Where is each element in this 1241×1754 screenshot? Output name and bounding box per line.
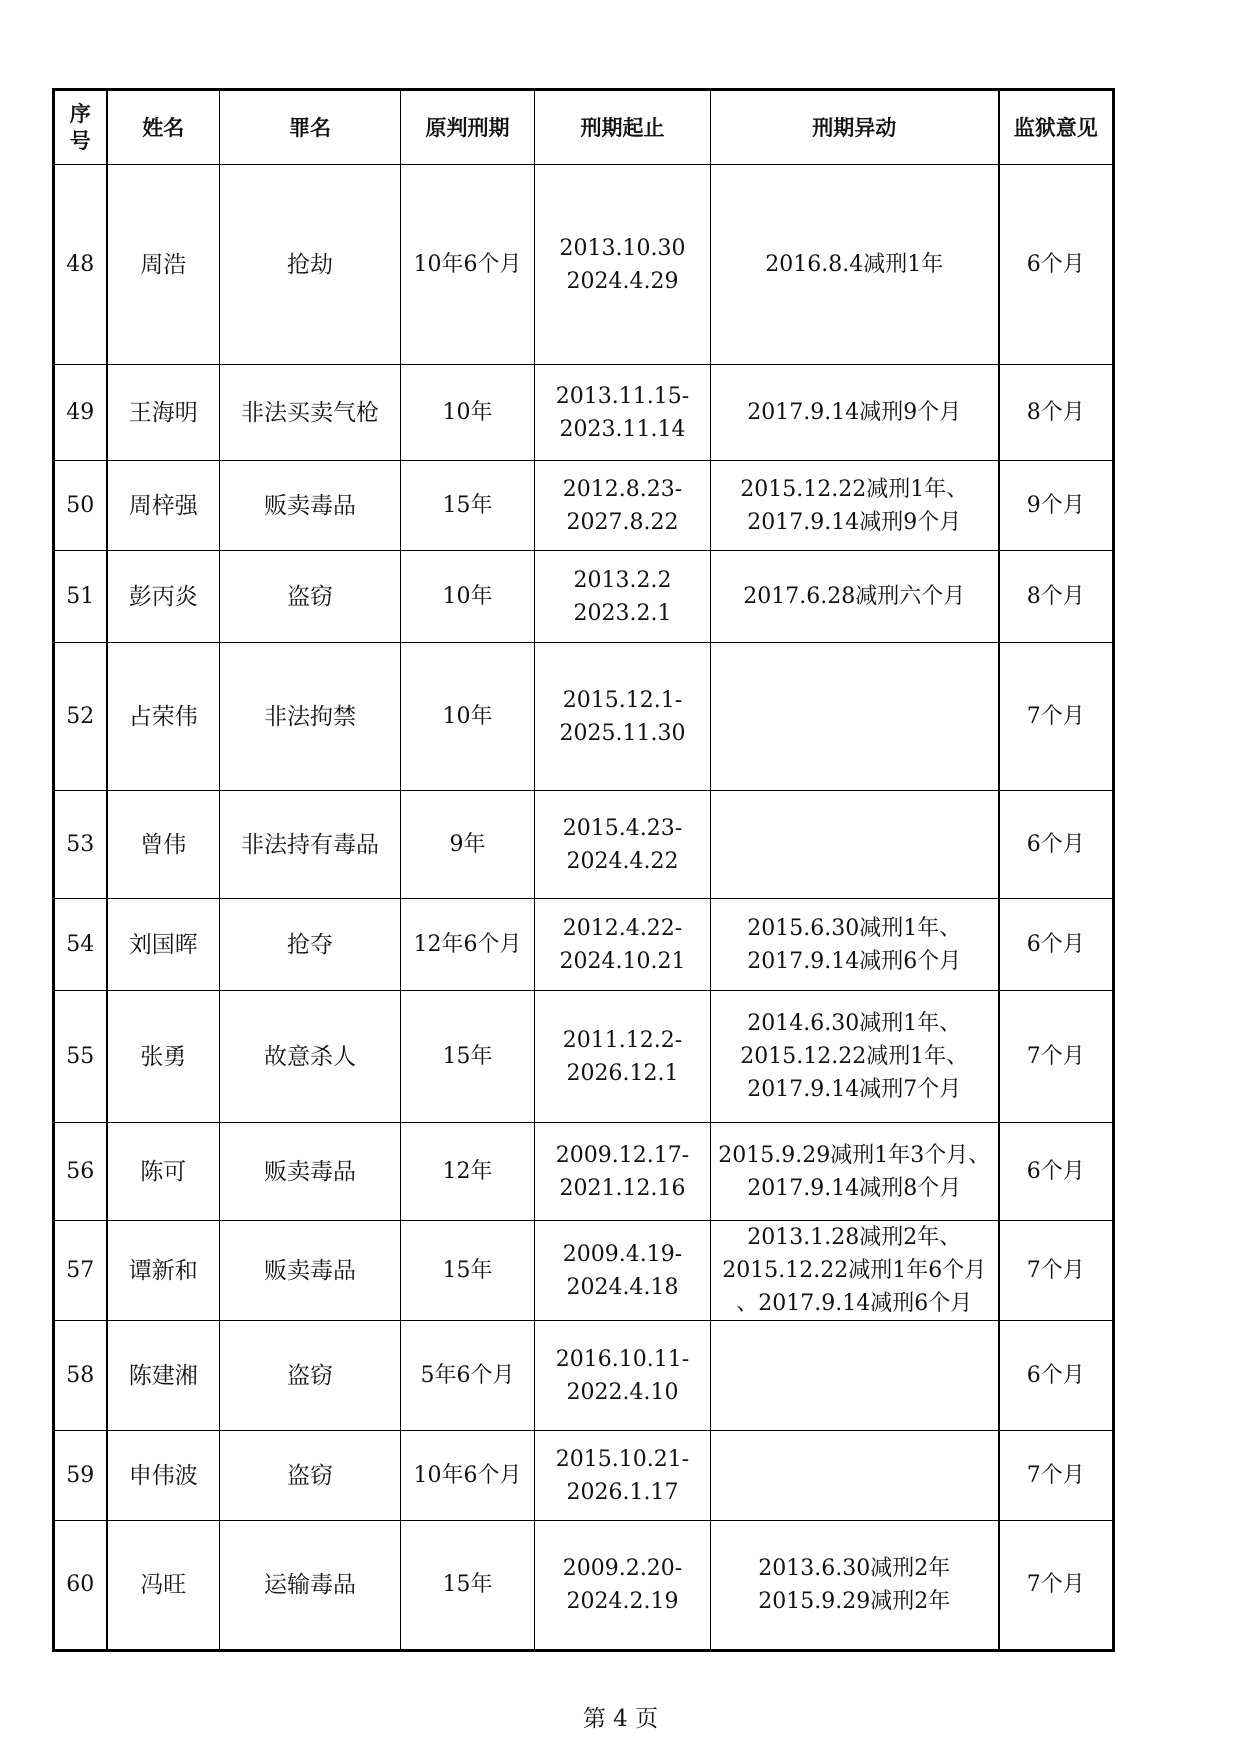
cell-name: 占荣伟: [107, 643, 220, 791]
cell-seq: 53: [54, 791, 107, 899]
cell-prison-opinion: 7个月: [999, 1521, 1114, 1651]
sentence-reduction-table: [52, 88, 1115, 1652]
header-term-period: 刑期起止: [535, 90, 711, 165]
table-row: [54, 899, 1114, 991]
cell-term-changes: [711, 791, 999, 899]
cell-term-changes: [711, 1321, 999, 1431]
cell-name: 曾伟: [107, 791, 220, 899]
cell-term-period: 2009.12.17- 2021.12.16: [535, 1123, 711, 1221]
cell-seq: 57: [54, 1221, 107, 1321]
cell-term-period: 2015.12.1- 2025.11.30: [535, 643, 711, 791]
cell-original-term: 12年6个月: [401, 899, 535, 991]
cell-prison-opinion: 9个月: [999, 461, 1114, 551]
table-row: [54, 1123, 1114, 1221]
cell-seq: 54: [54, 899, 107, 991]
table-row: [54, 165, 1114, 365]
cell-crime: 非法拘禁: [220, 643, 401, 791]
cell-term-period: 2015.4.23- 2024.4.22: [535, 791, 711, 899]
cell-crime: 故意杀人: [220, 991, 401, 1123]
cell-name: 周浩: [107, 165, 220, 365]
header-term-changes: 刑期异动: [711, 90, 999, 165]
cell-original-term: 5年6个月: [401, 1321, 535, 1431]
cell-name: 周梓强: [107, 461, 220, 551]
cell-original-term: 15年: [401, 461, 535, 551]
cell-original-term: 9年: [401, 791, 535, 899]
header-prison-opinion: 监狱意见: [999, 90, 1114, 165]
cell-term-changes: [711, 1431, 999, 1521]
cell-name: 谭新和: [107, 1221, 220, 1321]
cell-term-changes: 2017.6.28减刑六个月: [711, 551, 999, 643]
cell-crime: 运输毒品: [220, 1521, 401, 1651]
cell-crime: 贩卖毒品: [220, 461, 401, 551]
cell-original-term: 15年: [401, 991, 535, 1123]
cell-term-changes: 2013.1.28减刑2年、 2015.12.22减刑1年6个月 、2017.9.14减刑6个月: [711, 1221, 999, 1321]
cell-term-period: 2012.8.23- 2027.8.22: [535, 461, 711, 551]
cell-original-term: 10年: [401, 365, 535, 461]
header-seq: 序 号: [54, 90, 107, 165]
cell-term-period: 2011.12.2- 2026.12.1: [535, 991, 711, 1123]
table-row: [54, 1431, 1114, 1521]
header-crime: 罪名: [220, 90, 401, 165]
cell-original-term: 10年: [401, 643, 535, 791]
header-name: 姓名: [107, 90, 220, 165]
cell-crime: 非法买卖气枪: [220, 365, 401, 461]
cell-name: 刘国晖: [107, 899, 220, 991]
cell-prison-opinion: 6个月: [999, 899, 1114, 991]
cell-name: 彭丙炎: [107, 551, 220, 643]
cell-name: 陈可: [107, 1123, 220, 1221]
cell-original-term: 15年: [401, 1221, 535, 1321]
cell-prison-opinion: 7个月: [999, 1221, 1114, 1321]
cell-name: 张勇: [107, 991, 220, 1123]
table-row: [54, 991, 1114, 1123]
cell-term-changes: 2016.8.4减刑1年: [711, 165, 999, 365]
cell-term-changes: 2017.9.14减刑9个月: [711, 365, 999, 461]
table-row: [54, 643, 1114, 791]
cell-term-changes: 2015.6.30减刑1年、 2017.9.14减刑6个月: [711, 899, 999, 991]
table-row: [54, 1321, 1114, 1431]
cell-original-term: 12年: [401, 1123, 535, 1221]
cell-prison-opinion: 8个月: [999, 551, 1114, 643]
cell-term-period: 2013.2.2 2023.2.1: [535, 551, 711, 643]
cell-term-changes: 2015.9.29减刑1年3个月、 2017.9.14减刑8个月: [711, 1123, 999, 1221]
cell-name: 申伟波: [107, 1431, 220, 1521]
cell-crime: 盗窃: [220, 1321, 401, 1431]
cell-original-term: 10年: [401, 551, 535, 643]
cell-prison-opinion: 6个月: [999, 791, 1114, 899]
cell-term-changes: 2014.6.30减刑1年、 2015.12.22减刑1年、 2017.9.14减刑7个月: [711, 991, 999, 1123]
cell-prison-opinion: 7个月: [999, 1431, 1114, 1521]
cell-seq: 49: [54, 365, 107, 461]
cell-original-term: 10年6个月: [401, 1431, 535, 1521]
cell-prison-opinion: 6个月: [999, 1123, 1114, 1221]
cell-term-period: 2016.10.11- 2022.4.10: [535, 1321, 711, 1431]
cell-seq: 51: [54, 551, 107, 643]
table-row: [54, 365, 1114, 461]
cell-name: 冯旺: [107, 1521, 220, 1651]
table-row: [54, 791, 1114, 899]
cell-term-period: 2013.10.30 2024.4.29: [535, 165, 711, 365]
cell-prison-opinion: 6个月: [999, 165, 1114, 365]
cell-seq: 50: [54, 461, 107, 551]
cell-prison-opinion: 6个月: [999, 1321, 1114, 1431]
table-row: [54, 1521, 1114, 1651]
cell-name: 王海明: [107, 365, 220, 461]
cell-original-term: 15年: [401, 1521, 535, 1651]
cell-crime: 盗窃: [220, 551, 401, 643]
cell-seq: 56: [54, 1123, 107, 1221]
cell-prison-opinion: 7个月: [999, 643, 1114, 791]
cell-seq: 58: [54, 1321, 107, 1431]
cell-term-period: 2012.4.22- 2024.10.21: [535, 899, 711, 991]
header-original-term: 原判刑期: [401, 90, 535, 165]
cell-crime: 贩卖毒品: [220, 1123, 401, 1221]
cell-term-changes: [711, 643, 999, 791]
cell-term-changes: 2013.6.30减刑2年 2015.9.29减刑2年: [711, 1521, 999, 1651]
cell-seq: 48: [54, 165, 107, 365]
header-row: [54, 90, 1114, 165]
cell-term-changes: 2015.12.22减刑1年、 2017.9.14减刑9个月: [711, 461, 999, 551]
cell-term-period: 2009.4.19- 2024.4.18: [535, 1221, 711, 1321]
cell-term-period: 2013.11.15- 2023.11.14: [535, 365, 711, 461]
cell-crime: 非法持有毒品: [220, 791, 401, 899]
cell-seq: 52: [54, 643, 107, 791]
cell-name: 陈建湘: [107, 1321, 220, 1431]
page-number: 第 4 页: [582, 1706, 659, 1732]
table-row: [54, 461, 1114, 551]
cell-crime: 盗窃: [220, 1431, 401, 1521]
cell-seq: 60: [54, 1521, 107, 1651]
cell-term-period: 2015.10.21- 2026.1.17: [535, 1431, 711, 1521]
cell-original-term: 10年6个月: [401, 165, 535, 365]
cell-term-period: 2009.2.20- 2024.2.19: [535, 1521, 711, 1651]
cell-prison-opinion: 7个月: [999, 991, 1114, 1123]
cell-prison-opinion: 8个月: [999, 365, 1114, 461]
table-row: [54, 551, 1114, 643]
table-row: [54, 1221, 1114, 1321]
cell-crime: 贩卖毒品: [220, 1221, 401, 1321]
cell-crime: 抢劫: [220, 165, 401, 365]
cell-seq: 55: [54, 991, 107, 1123]
cell-seq: 59: [54, 1431, 107, 1521]
cell-crime: 抢夺: [220, 899, 401, 991]
